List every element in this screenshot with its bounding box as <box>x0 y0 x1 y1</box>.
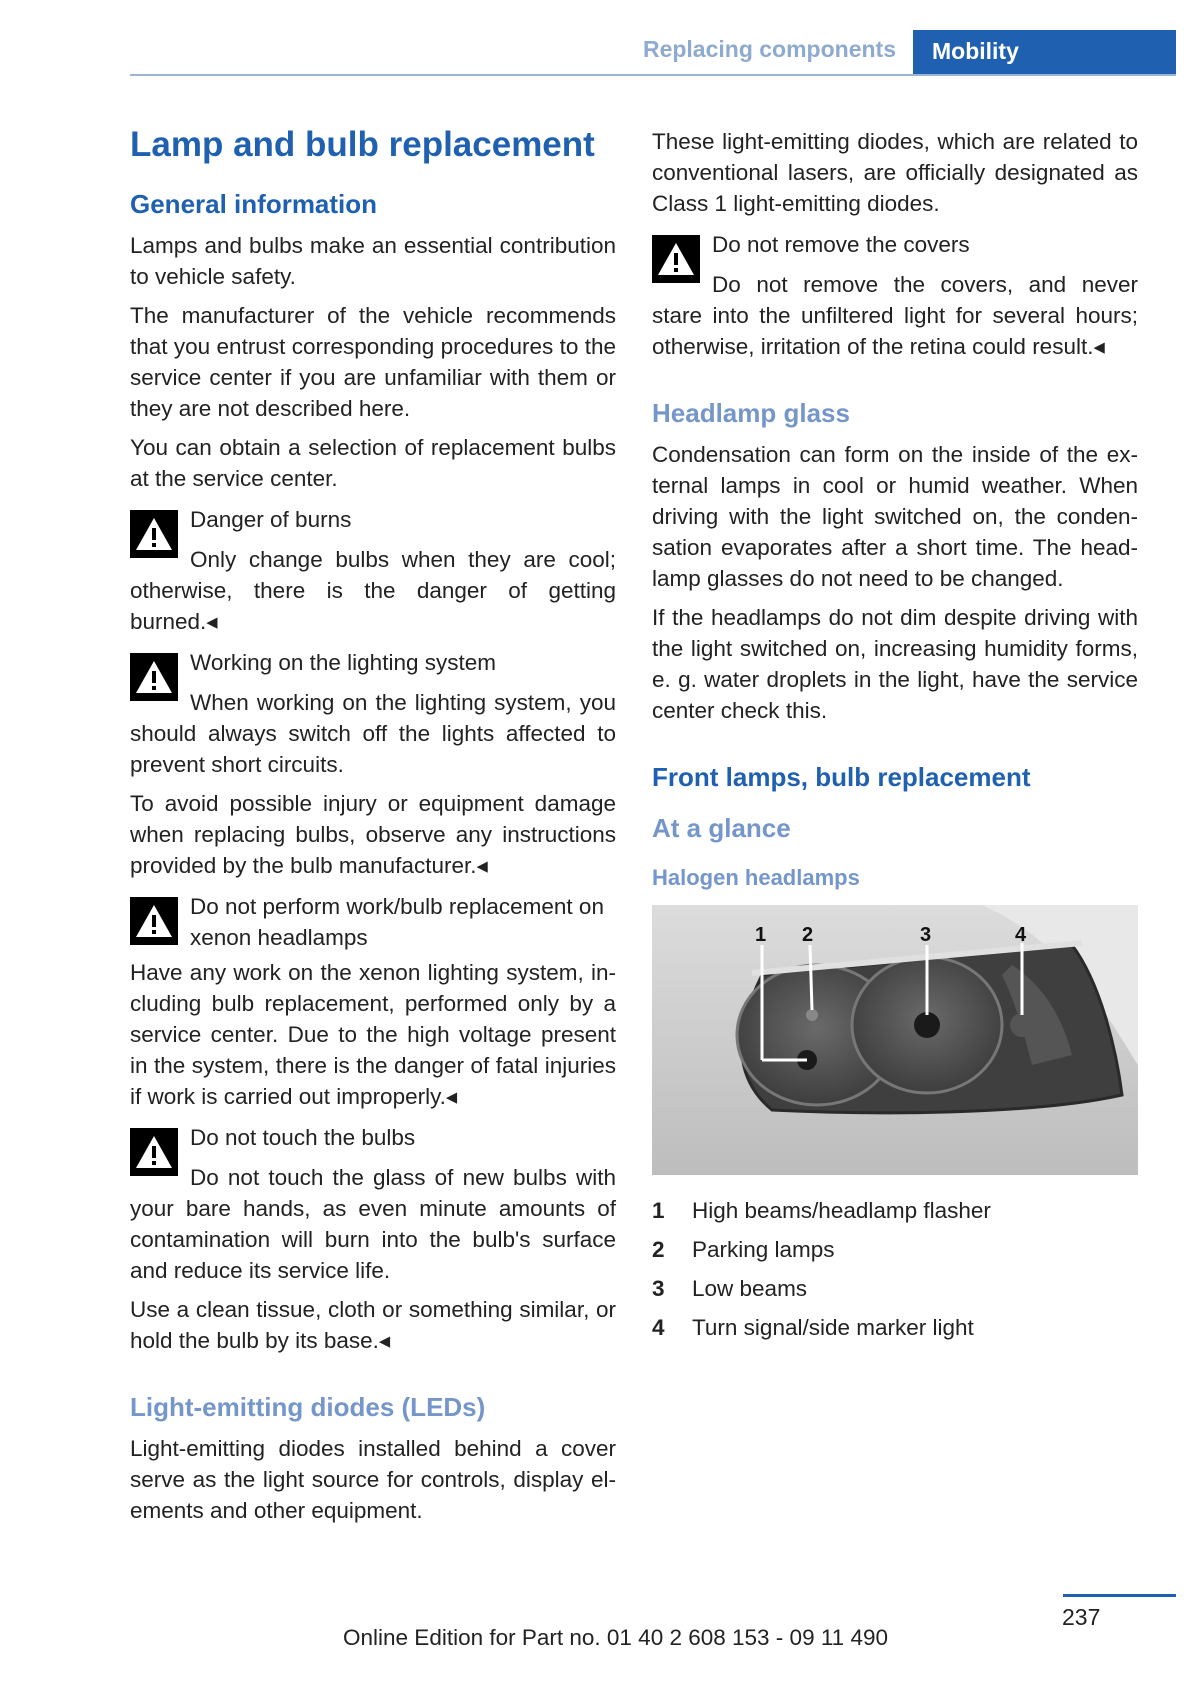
callout-label: 1 <box>755 923 767 946</box>
warning-block <box>652 231 1138 362</box>
warning-icon <box>130 897 178 945</box>
paragraph: Lamps and bulbs make an essential contribution to vehicle safety. <box>130 232 616 289</box>
headlamp-figure <box>652 905 1138 1175</box>
warning-title: Danger of burns <box>190 506 352 532</box>
warning-title: Do not remove the covers <box>712 232 970 257</box>
legend-number: 1 <box>652 1197 665 1223</box>
paragraph: You can obtain a selection of replacement bulbs at the service center. <box>130 434 616 491</box>
warning-block <box>130 506 616 637</box>
legend-text: High beams/headlamp flasher <box>692 1197 991 1223</box>
section-title: Replacing components <box>642 36 896 62</box>
warning-text: Do not remove the covers, and never stare into the unfiltered light for several hours; otherwise, irritation of the retina could result.◂ <box>652 272 1138 359</box>
warning-icon <box>130 1128 178 1176</box>
right-column <box>652 126 1138 1347</box>
legend-item <box>652 1230 1138 1269</box>
legend-text: Low beams <box>692 1275 808 1301</box>
general-information-heading: General information <box>130 188 378 219</box>
headlamp-glass-heading: Headlamp glass <box>652 398 850 428</box>
warning-title: Do not touch the bulbs <box>190 1124 416 1150</box>
led-heading: Light-emitting diodes (LEDs) <box>130 1391 486 1422</box>
legend-number: 4 <box>652 1314 665 1340</box>
page-number: 237 <box>1062 1604 1101 1630</box>
warning-text: To avoid possible injury or equipment damage when replacing bulbs, observe any instructions provided by the bulb manufacturer.◂ <box>130 790 616 878</box>
warning-icon <box>652 235 700 283</box>
legend-text: Turn signal/side marker light <box>692 1314 974 1340</box>
paragraph: The manufacturer of the vehicle recommends that you entrust corresponding procedures to the service center if you are unfamiliar with them or they are not described here. <box>130 302 616 421</box>
figure-legend <box>652 1191 1138 1347</box>
paragraph: Condensation can form on the inside of the external lamps in cool or humid weather. When driving with the light switched on, the condensation evaporates after a short time. The headlamp glasses do not need to be changed. <box>652 442 1138 592</box>
warning-text: Have any work on the xenon lighting system, including bulb replacement, performed only by a service center. Due to the high voltage present in the system, there is the danger of fatal injuries if work is carried out improperly.◂ <box>130 959 616 1109</box>
callout-line <box>810 945 812 1010</box>
legend-item <box>652 1191 1138 1230</box>
warning-text: Use a clean tissue, cloth or something similar, or hold the bulb by its base.◂ <box>130 1296 616 1353</box>
edition-footer: Online Edition for Part no. 01 40 2 608 153 - 09 11 490 <box>343 1625 888 1650</box>
warning-title: Do not perform work/bulb replacement on xenon headlamps <box>190 893 604 950</box>
warning-text: Do not touch the glass of new bulbs with your bare hands, as even minute amounts of contamination will burn into the bulb's surface and reduce its service life. <box>130 1164 616 1283</box>
page-title: Lamp and bulb replacement <box>130 125 595 164</box>
paragraph: These light-emitting diodes, which are related to conventional lasers, are officially designated as Class 1 light-emitting diodes. <box>652 129 1138 216</box>
header-rule <box>130 74 1176 76</box>
warning-icon <box>130 510 178 558</box>
left-column <box>130 126 616 1534</box>
callout-label: 4 <box>1015 923 1027 946</box>
page-number-rule <box>1063 1594 1176 1597</box>
warning-text: When working on the lighting system, you should always switch off the lights affected to prevent short circuits. <box>130 689 616 777</box>
halogen-headlamps-heading: Halogen headlamps <box>652 864 860 890</box>
chapter-tab: Mobility <box>913 30 1176 75</box>
legend-item <box>652 1269 1138 1308</box>
legend-number: 3 <box>652 1275 665 1301</box>
legend-text: Parking lamps <box>692 1236 835 1262</box>
warning-block <box>130 1124 616 1356</box>
warning-block <box>130 893 616 1112</box>
at-a-glance-heading: At a glance <box>652 813 791 844</box>
legend-number: 2 <box>652 1236 665 1262</box>
paragraph: If the headlamps do not dim despite driving with the light switched on, increasing humidity forms, e. g. water droplets in the light, have the service center check this. <box>652 605 1138 724</box>
warning-text: Only change bulbs when they are cool; otherwise, there is the danger of getting burned.◂ <box>130 546 616 634</box>
paragraph: Light-emitting diodes installed behind a cover serve as the light source for controls, display elements and other equipment. <box>130 1435 616 1523</box>
warning-icon <box>130 653 178 701</box>
warning-title: Working on the lighting system <box>190 649 496 675</box>
legend-item <box>652 1308 1138 1347</box>
headlamp-illustration <box>652 905 1138 1175</box>
warning-block <box>130 649 616 881</box>
callout-label: 2 <box>802 923 814 946</box>
callout-label: 3 <box>920 923 932 946</box>
front-lamps-heading: Front lamps, bulb replacement <box>652 762 1031 793</box>
